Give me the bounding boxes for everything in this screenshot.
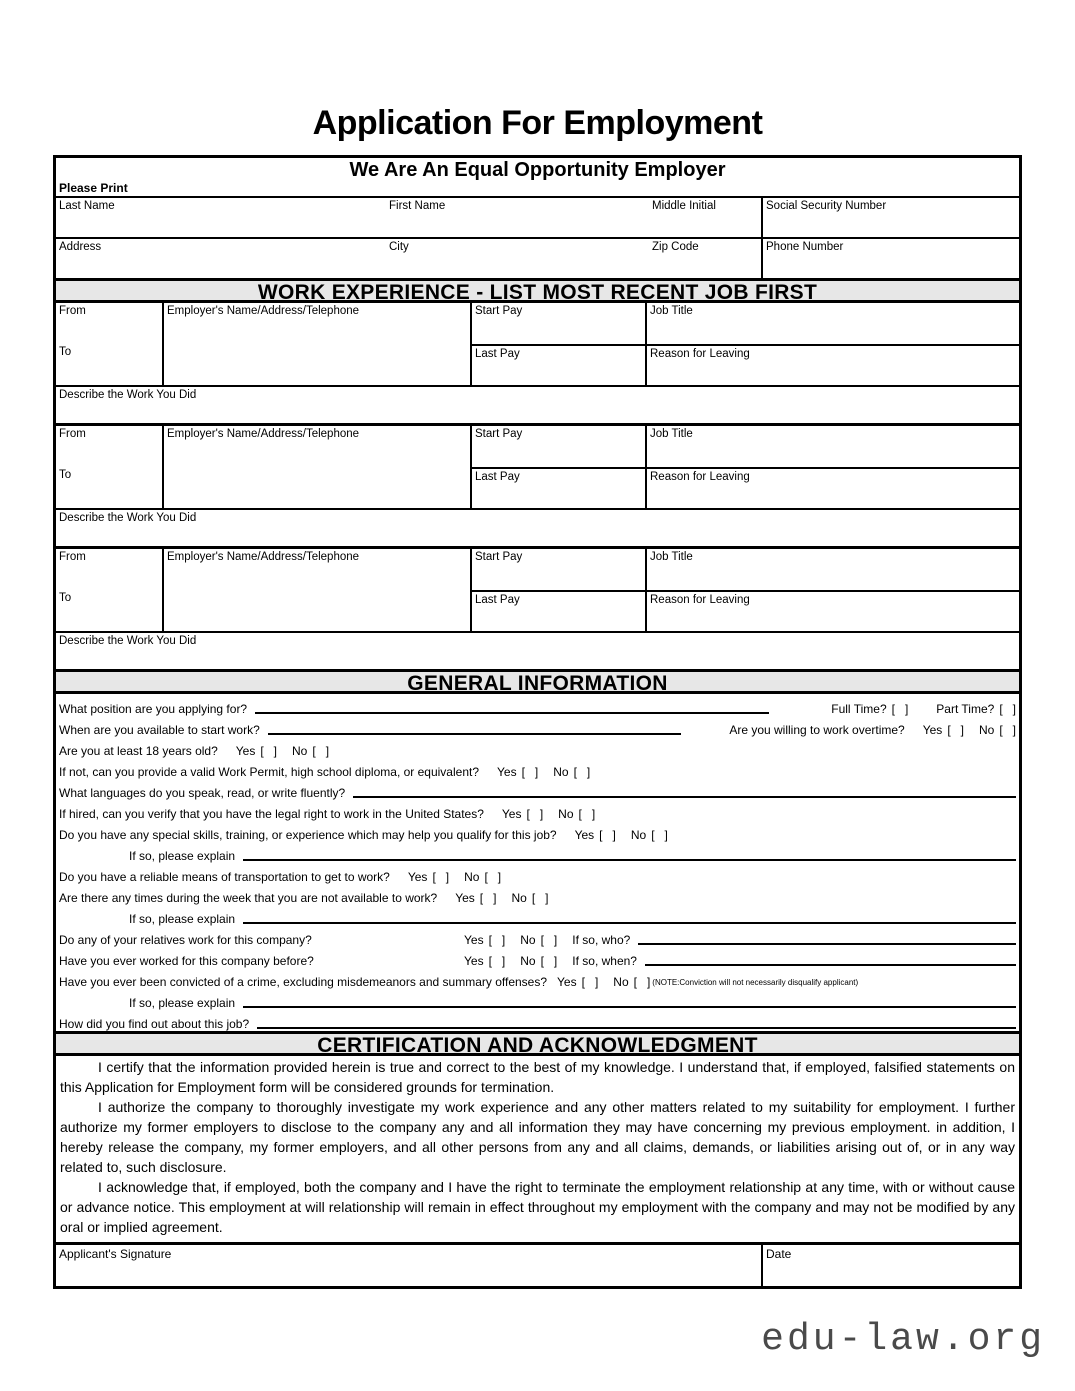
skills-explain-label: If so, please explain [129, 849, 236, 863]
employment-dates-cell[interactable] [56, 426, 164, 508]
certification-paragraph-3: I acknowledge that, if employed, both the company and I have the right to terminate the employment relationship at any time, with or without cause or advance notice. This employment at will relationship will remain in effect throughout my employment with the company and may not be modified by any oral or implied agreement. [60, 1179, 1015, 1235]
page-title: Application For Employment [312, 104, 763, 142]
start-pay-field[interactable] [472, 426, 647, 467]
zip-label: Zip Code [652, 241, 699, 253]
job-title-field[interactable] [647, 426, 1019, 467]
legal-right-yes-label: Yes [501, 807, 522, 821]
special-skills-no-checkbox[interactable]: [ ] [651, 828, 668, 842]
availability-yes-label: Yes [455, 891, 475, 905]
watermark: edu-law.org [761, 1318, 1045, 1361]
transportation-yes-checkbox[interactable]: [ ] [432, 870, 450, 884]
availability-yes-checkbox[interactable]: [ ] [479, 891, 497, 905]
work-permit-yes-checkbox[interactable]: [ ] [521, 765, 539, 779]
applicant-signature-label: Applicant's Signature [59, 1247, 172, 1261]
phone-field[interactable] [761, 239, 1019, 278]
eeo-banner-cell [56, 158, 1019, 196]
phone-label: Phone Number [766, 241, 844, 253]
part-time-checkbox[interactable]: [ ] [999, 702, 1016, 716]
position-question: What position are you applying for? [59, 702, 248, 716]
last-pay-field[interactable] [472, 467, 647, 508]
reason-leaving-field[interactable] [647, 467, 1019, 508]
legal-right-yes-checkbox[interactable]: [ ] [526, 807, 544, 821]
legal-right-question: If hired, can you verify that you have the legal right to work in the United States? [59, 807, 484, 821]
overtime-no-label: No [978, 723, 995, 737]
from-label: From [59, 551, 86, 563]
address-field[interactable] [56, 239, 386, 278]
full-time-checkbox[interactable]: [ ] [891, 702, 909, 716]
availability-no-checkbox[interactable]: [ ] [531, 891, 549, 905]
employment-dates-cell[interactable] [56, 549, 164, 631]
relatives-who-label: If so, who? [572, 933, 631, 947]
first-name-field[interactable] [386, 198, 649, 237]
last-name-field[interactable] [56, 198, 386, 237]
convicted-no-checkbox[interactable]: [ ] [633, 975, 651, 989]
please-print-label: Please Print [59, 181, 128, 195]
question-special-skills [56, 821, 1019, 842]
to-label: To [59, 469, 72, 481]
question-work-permit [56, 758, 1019, 779]
personal-info-row-2 [56, 237, 1019, 278]
employment-dates-cell[interactable] [56, 303, 164, 385]
last-pay-label: Last Pay [475, 348, 520, 360]
first-name-label: First Name [389, 200, 446, 212]
job-title-label: Job Title [650, 305, 693, 317]
start-pay-label: Start Pay [475, 305, 523, 317]
relatives-yes-label: Yes [464, 933, 484, 947]
transportation-no-label: No [464, 870, 480, 884]
to-label: To [59, 592, 72, 604]
relatives-who-input-line[interactable] [638, 943, 1016, 945]
overtime-yes-checkbox[interactable]: [ ] [947, 723, 964, 737]
convicted-yes-checkbox[interactable]: [ ] [581, 975, 599, 989]
worked-before-yes-label: Yes [464, 954, 484, 968]
date-label: Date [766, 1247, 792, 1261]
worked-before-question: Have you ever worked for this company before? [59, 954, 314, 968]
general-information-section [56, 694, 1019, 1031]
employer-label: Employer's Name/Address/Telephone [167, 428, 360, 440]
employer-field[interactable] [164, 426, 472, 508]
special-skills-yes-label: Yes [574, 828, 595, 842]
from-label: From [59, 428, 86, 440]
certification-section-header: CERTIFICATION AND ACKNOWLEDGMENT [56, 1031, 1019, 1056]
question-legal-right [56, 800, 1019, 821]
signature-row [56, 1242, 1019, 1286]
age-yes-label: Yes [235, 744, 256, 758]
reason-leaving-label: Reason for Leaving [650, 471, 750, 483]
middle-initial-label: Middle Initial [652, 200, 716, 212]
describe-work-label: Describe the Work You Did [59, 389, 197, 401]
languages-question: What languages do you speak, read, or write fluently? [59, 786, 346, 800]
job-title-label: Job Title [650, 551, 693, 563]
skills-explain-input-line[interactable] [243, 859, 1016, 861]
transportation-question: Do you have a reliable means of transportation to get to work? [59, 870, 390, 884]
describe-work-field[interactable] [56, 385, 1019, 423]
applicant-signature-field[interactable] [56, 1245, 761, 1286]
conviction-note: (NOTE:Conviction will not necessarily disqualify applicant) [652, 978, 859, 987]
convicted-explain-label: If so, please explain [129, 996, 236, 1010]
question-transportation [56, 863, 1019, 884]
question-position [56, 695, 1019, 716]
employer-field[interactable] [164, 303, 472, 385]
overtime-no-checkbox[interactable]: [ ] [999, 723, 1016, 737]
worked-before-when-label: If so, when? [572, 954, 637, 968]
special-skills-no-label: No [630, 828, 647, 842]
question-age [56, 737, 1019, 758]
question-convicted [56, 968, 1019, 989]
describe-work-label: Describe the Work You Did [59, 512, 197, 524]
convicted-no-label: No [613, 975, 629, 989]
eeo-banner-text: We Are An Equal Opportunity Employer [349, 159, 726, 181]
convicted-yes-label: Yes [557, 975, 577, 989]
reason-leaving-field[interactable] [647, 590, 1019, 631]
part-time-label: Part Time? [936, 702, 995, 716]
from-label: From [59, 305, 86, 317]
worked-before-when-input-line[interactable] [645, 964, 1016, 966]
availability-no-label: No [511, 891, 527, 905]
overtime-question: Are you willing to work overtime? [729, 723, 905, 737]
work-experience-block-2 [56, 426, 1019, 549]
work-permit-no-checkbox[interactable]: [ ] [573, 765, 591, 779]
transportation-yes-label: Yes [407, 870, 428, 884]
work-permit-question: If not, can you provide a valid Work Permit, high school diploma, or equivalent? [59, 765, 479, 779]
how-found-question: How did you find out about this job? [59, 1017, 250, 1031]
relatives-yes-checkbox[interactable]: [ ] [488, 933, 506, 947]
legal-right-no-checkbox[interactable]: [ ] [578, 807, 596, 821]
convicted-explain-input-line[interactable] [243, 1006, 1016, 1008]
convicted-explain-row [56, 989, 1019, 1010]
start-pay-field[interactable] [472, 549, 647, 590]
age-yes-checkbox[interactable]: [ ] [260, 744, 278, 758]
ssn-field[interactable] [761, 198, 1019, 237]
age-question: Are you at least 18 years old? [59, 744, 218, 758]
certification-text [56, 1056, 1019, 1242]
relatives-question: Do any of your relatives work for this company? [59, 933, 312, 947]
relatives-no-label: No [520, 933, 536, 947]
last-name-label: Last Name [59, 200, 115, 212]
work-permit-no-label: No [553, 765, 569, 779]
position-input-line[interactable] [255, 712, 769, 714]
employer-field[interactable] [164, 549, 472, 631]
job-title-label: Job Title [650, 428, 693, 440]
start-pay-field[interactable] [472, 303, 647, 344]
question-availability-times [56, 884, 1019, 905]
question-languages [56, 779, 1019, 800]
city-field[interactable] [386, 239, 649, 278]
last-pay-label: Last Pay [475, 471, 520, 483]
reason-leaving-field[interactable] [647, 344, 1019, 385]
describe-work-label: Describe the Work You Did [59, 635, 197, 647]
how-found-input-line[interactable] [257, 1027, 1016, 1029]
start-date-input-line[interactable] [268, 733, 682, 735]
relatives-no-checkbox[interactable]: [ ] [540, 933, 558, 947]
employer-label: Employer's Name/Address/Telephone [167, 551, 360, 563]
address-label: Address [59, 241, 102, 253]
reason-leaving-label: Reason for Leaving [650, 594, 750, 606]
start-date-question: When are you available to start work? [59, 723, 260, 737]
worked-before-no-label: No [520, 954, 536, 968]
start-pay-label: Start Pay [475, 551, 523, 563]
zip-field[interactable] [649, 239, 761, 278]
overtime-yes-label: Yes [922, 723, 943, 737]
start-pay-label: Start Pay [475, 428, 523, 440]
work-experience-block-3 [56, 549, 1019, 669]
age-no-checkbox[interactable]: [ ] [312, 744, 330, 758]
transportation-no-checkbox[interactable]: [ ] [484, 870, 502, 884]
question-start-date [56, 716, 1019, 737]
languages-input-line[interactable] [353, 796, 1016, 798]
reason-leaving-label: Reason for Leaving [650, 348, 750, 360]
worked-before-no-checkbox[interactable]: [ ] [540, 954, 558, 968]
describe-work-field[interactable] [56, 508, 1019, 546]
question-relatives [56, 926, 1019, 947]
work-permit-yes-label: Yes [497, 765, 517, 779]
special-skills-yes-checkbox[interactable]: [ ] [599, 828, 616, 842]
work-experience-section-header: WORK EXPERIENCE - LIST MOST RECENT JOB FIRST [56, 278, 1019, 303]
last-pay-field[interactable] [472, 344, 647, 385]
times-explain-row [56, 905, 1019, 926]
work-experience-block-1 [56, 303, 1019, 426]
middle-initial-field[interactable] [649, 198, 761, 237]
ssn-label: Social Security Number [766, 200, 887, 212]
question-how-found [56, 1010, 1019, 1031]
availability-times-question: Are there any times during the week that you are not available to work? [59, 891, 438, 905]
question-worked-before [56, 947, 1019, 968]
describe-work-field[interactable] [56, 631, 1019, 669]
last-pay-label: Last Pay [475, 594, 520, 606]
worked-before-yes-checkbox[interactable]: [ ] [488, 954, 506, 968]
general-information-section-header: GENERAL INFORMATION [56, 669, 1019, 694]
certification-paragraph-2: I authorize the company to thoroughly investigate my work experience and any other matters related to my suitability for employment. I further authorize my former employers to disclose to the company any and all information they may have concerning my previous employment. in addition, I hereby release the company, my former employers, and all other persons from any and all claims, demands, or liabilities arising out of, or in any way related to, such disclosure. [60, 1099, 1015, 1175]
personal-info-row-1 [56, 196, 1019, 237]
certification-paragraph-1: I certify that the information provided herein is true and correct to the best of my knowledge. I understand that, if employed, falsified statements on this Application for Employment form will be considered grounds for termination. [60, 1059, 1015, 1095]
employer-label: Employer's Name/Address/Telephone [167, 305, 360, 317]
age-no-label: No [292, 744, 308, 758]
city-label: City [389, 241, 409, 253]
special-skills-question: Do you have any special skills, training, or experience which may help you qualify for this job? [59, 828, 557, 842]
full-time-label: Full Time? [831, 702, 887, 716]
last-pay-field[interactable] [472, 590, 647, 631]
legal-right-no-label: No [558, 807, 574, 821]
to-label: To [59, 346, 72, 358]
application-form [53, 155, 1022, 1289]
skills-explain-row [56, 842, 1019, 863]
job-title-field[interactable] [647, 303, 1019, 344]
times-explain-label: If so, please explain [129, 912, 236, 926]
date-field[interactable] [761, 1245, 1019, 1286]
job-title-field[interactable] [647, 549, 1019, 590]
convicted-question: Have you ever been convicted of a crime, excluding misdemeanors and summary offenses? [59, 975, 548, 989]
times-explain-input-line[interactable] [243, 922, 1016, 924]
